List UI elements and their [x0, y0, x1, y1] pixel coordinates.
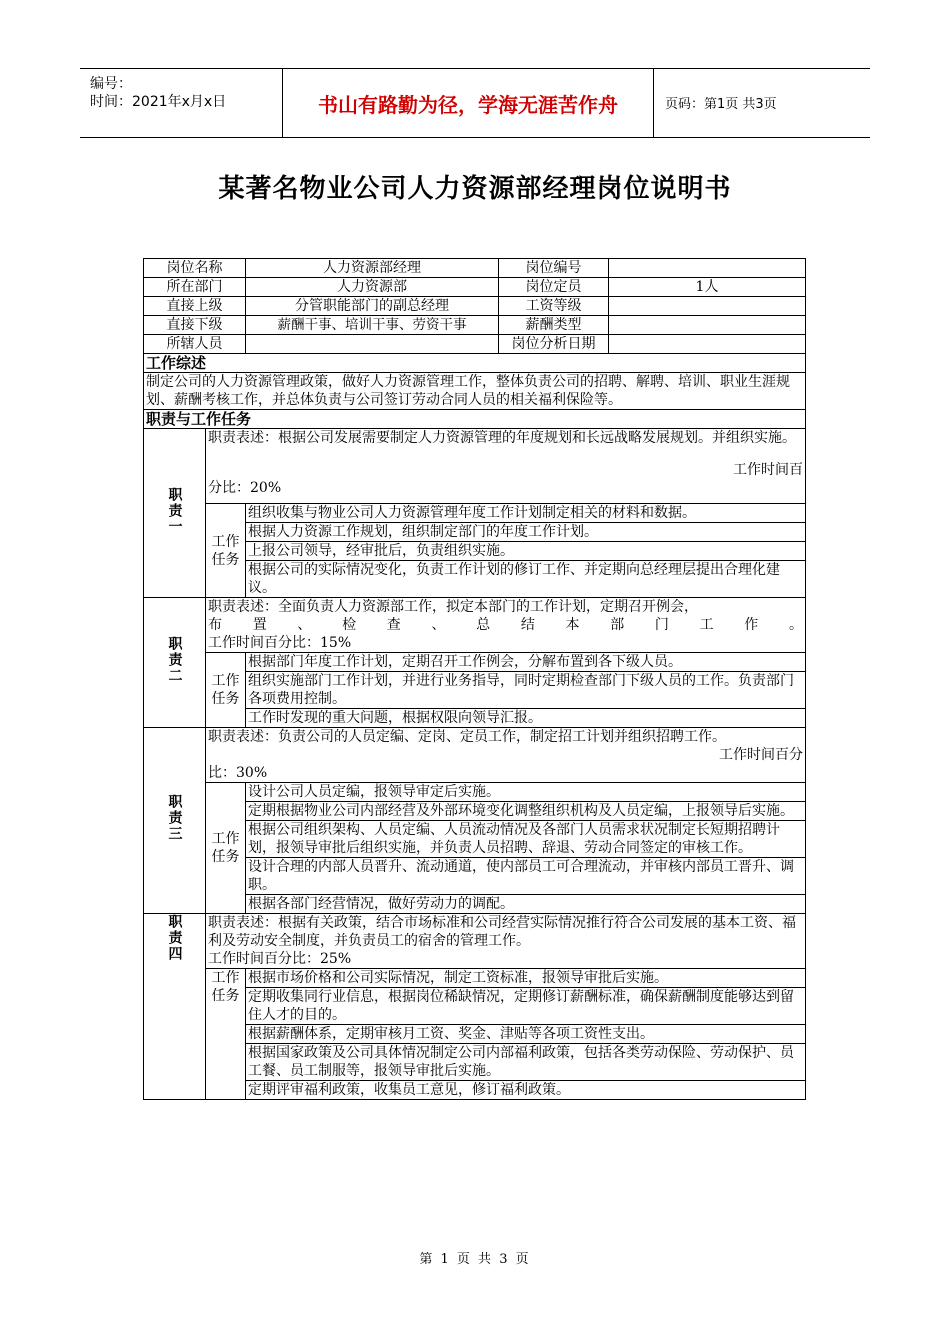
task-item: 根据人力资源工作规划，组织制定部门的年度工作计划。 [246, 523, 806, 542]
task-item: 工作时发现的重大问题，根据权限向领导汇报。 [246, 709, 806, 728]
section-heading-row [144, 354, 806, 373]
duty-desc-text: 布置、检查、总结本部门工作。 [208, 617, 803, 633]
info-key: 所在部门 [144, 278, 246, 297]
task-row [144, 504, 806, 523]
task-item: 根据公司的实际情况变化，负责工作计划的修订工作、并定期向总经理层提出合理化建议。 [246, 561, 806, 598]
info-row [144, 278, 806, 297]
duty-description [206, 914, 806, 969]
info-key: 岗位名称 [144, 259, 246, 278]
info-value [609, 335, 806, 354]
number-label: 编号： [90, 76, 132, 92]
duty-pct: 工作时间百 [733, 462, 803, 478]
task-item: 定期收集同行业信息，根据岗位稀缺情况，定期修订薪酬标准，确保薪酬制度能够达到留住人才的目的。 [246, 988, 806, 1025]
duty-desc-text: 职责表述：全面负责人力资源部工作，拟定本部门的工作计划，定期召开例会， [208, 599, 698, 615]
task-row [144, 969, 806, 988]
duty-desc-row [144, 429, 806, 504]
duty-desc-text: 职责表述：根据公司发展需要制定人力资源管理的年度规划和长远战略发展规划。并组织实施。 [208, 430, 796, 446]
info-value: 分管职能部门的副总经理 [246, 297, 499, 316]
task-label: 工作任务 [206, 504, 246, 598]
info-value: 人力资源部经理 [246, 259, 499, 278]
info-key: 工资等级 [499, 297, 609, 316]
info-key: 直接上级 [144, 297, 246, 316]
duties-heading: 职责与工作任务 [144, 410, 806, 429]
task-item: 组织收集与物业公司人力资源管理年度工作计划制定相关的材料和数据。 [246, 504, 806, 523]
task-item: 根据公司组织架构、人员定编、人员流动情况及各部门人员需求状况制定长短期招聘计划，报领导审批后组织实施，并负责人员招聘、辞退、劳动合同签定的审核工作。 [246, 821, 806, 858]
info-row [144, 316, 806, 335]
duty-pct: 工作时间百分 [719, 747, 803, 763]
duty-label: 职责三 [144, 728, 206, 914]
info-row [144, 297, 806, 316]
task-item: 根据国家政策及公司具体情况制定公司内部福利政策，包括各类劳动保险、劳动保护、员工餐、员工制服等，报领导审批后实施。 [246, 1044, 806, 1081]
task-item: 定期根据物业公司内部经营及外部环境变化调整组织机构及人员定编，上报领导后实施。 [246, 802, 806, 821]
task-row [144, 783, 806, 802]
page-footer: 第 1 页 共 3 页 [419, 1252, 531, 1267]
task-row [144, 653, 806, 672]
duty-label: 职责四 [144, 914, 206, 1100]
info-value [609, 297, 806, 316]
info-key: 薪酬类型 [499, 316, 609, 335]
duty-pct: 比：30% [208, 765, 268, 781]
info-value: 1人 [609, 278, 806, 297]
page-header [80, 68, 870, 138]
header-divider [653, 69, 654, 137]
info-key: 岗位定员 [499, 278, 609, 297]
task-item: 定期评审福利政策，收集员工意见，修订福利政策。 [246, 1081, 806, 1100]
duty-pct: 工作时间百分比：25% [208, 951, 352, 967]
info-value: 人力资源部 [246, 278, 499, 297]
duty-description [206, 598, 806, 653]
duty-desc-text: 职责表述：负责公司的人员定编、定岗、定员工作，制定招工计划并组织招聘工作。 [208, 729, 726, 745]
summary-heading: 工作综述 [144, 354, 806, 373]
duty-label: 职责二 [144, 598, 206, 728]
duty-desc-row [144, 728, 806, 783]
task-item: 根据市场价格和公司实际情况，制定工资标准，报领导审批后实施。 [246, 969, 806, 988]
task-item: 设计合理的内部人员晋升、流动通道，使内部员工可合理流动，并审核内部员工晋升、调职。 [246, 858, 806, 895]
info-key: 岗位编号 [499, 259, 609, 278]
task-item: 上报公司领导，经审批后，负责组织实施。 [246, 542, 806, 561]
header-meta [80, 69, 282, 137]
info-key: 所辖人员 [144, 335, 246, 354]
info-key: 岗位分析日期 [499, 335, 609, 354]
info-row [144, 259, 806, 278]
job-description-table [143, 258, 806, 1100]
duty-desc-row [144, 598, 806, 653]
summary-text: 制定公司的人力资源管理政策，做好人力资源管理工作，整体负责公司的招聘、解聘、培训、职业生涯规划、薪酬考核工作，并总体负责与公司签订劳动合同人员的相关福利保险等。 [144, 373, 806, 410]
duty-description [206, 728, 806, 783]
time-label: 时间：2021年x月x日 [90, 94, 227, 110]
duty-desc-row [144, 914, 806, 969]
task-label: 工作任务 [206, 783, 246, 914]
document-title: 某著名物业公司人力资源部经理岗位说明书 [218, 174, 732, 204]
task-label: 工作任务 [206, 969, 246, 1100]
duty-desc-text: 职责表述：根据有关政策，结合市场标准和公司经营实际情况推行符合公司发展的基本工资、福利及劳动安全制度，并负责员工的宿舍的管理工作。 [208, 915, 796, 949]
info-value [609, 316, 806, 335]
duty-pct: 分比：20% [208, 480, 282, 496]
info-value: 薪酬干事、培训干事、劳资干事 [246, 316, 499, 335]
task-item: 设计公司人员定编，报领导审定后实施。 [246, 783, 806, 802]
info-value [246, 335, 499, 354]
task-item: 组织实施部门工作计划，并进行业务指导，同时定期检查部门下级人员的工作。负责部门各项费用控制。 [246, 672, 806, 709]
duty-description [206, 429, 806, 504]
task-label: 工作任务 [206, 653, 246, 728]
info-key: 直接下级 [144, 316, 246, 335]
duty-label: 职责一 [144, 429, 206, 598]
header-motto: 书山有路勤为径，学海无涯苦作舟 [318, 92, 618, 117]
section-heading-row [144, 410, 806, 429]
task-item: 根据各部门经营情况，做好劳动力的调配。 [246, 895, 806, 914]
task-item: 根据薪酬体系，定期审核月工资、奖金、津贴等各项工资性支出。 [246, 1025, 806, 1044]
summary-row [144, 373, 806, 410]
info-row [144, 335, 806, 354]
task-item: 根据部门年度工作计划，定期召开工作例会，分解布置到各下级人员。 [246, 653, 806, 672]
header-page-number: 页码：第1页 共3页 [665, 97, 777, 112]
info-value [609, 259, 806, 278]
duty-pct: 工作时间百分比：15% [208, 635, 352, 651]
